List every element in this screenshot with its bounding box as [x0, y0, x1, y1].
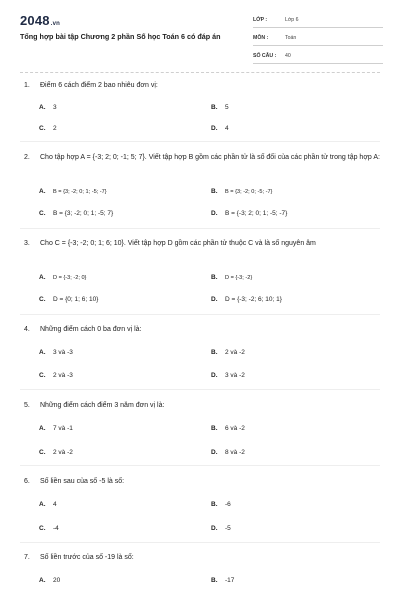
logo-suffix: .vn [50, 21, 61, 27]
option-text: 4 [225, 125, 229, 132]
answer-option[interactable] [211, 425, 245, 432]
answer-option[interactable] [211, 188, 272, 195]
answer-option[interactable] [39, 188, 107, 195]
answer-option[interactable] [211, 349, 245, 356]
option-text: 20 [53, 577, 61, 584]
answer-option[interactable] [211, 372, 245, 379]
option-letter: A. [39, 274, 46, 281]
answer-option[interactable] [39, 274, 86, 281]
option-text: -4 [53, 525, 59, 532]
answer-option[interactable] [211, 274, 252, 281]
question-separator [20, 228, 380, 229]
option-text: D = {-3; -2; 6; 10; 1} [225, 296, 282, 303]
option-text: 2 và -2 [225, 349, 245, 356]
option-letter: D. [211, 525, 218, 532]
logo-text: 2048 [20, 13, 50, 28]
question-number: 1. [24, 82, 30, 89]
meta-row-class [253, 14, 383, 28]
worksheet-header [0, 0, 400, 74]
option-letter: C. [39, 372, 46, 379]
meta-value: Toán [285, 35, 297, 41]
answer-option[interactable] [39, 349, 73, 356]
question-text: Những điểm cách điểm 3 năm đơn vị là: [40, 402, 165, 409]
answer-option[interactable] [39, 210, 113, 217]
option-text: 3 và -3 [53, 349, 73, 356]
question-number: 4. [24, 326, 30, 333]
option-text: D = {-3; -2; 0} [53, 275, 87, 281]
option-text: 3 [53, 104, 57, 111]
option-letter: D. [211, 125, 218, 132]
option-text: D = {-3; -2} [225, 275, 253, 281]
meta-panel [253, 14, 383, 68]
option-letter: B. [211, 349, 218, 356]
question-separator [20, 141, 380, 142]
answer-option[interactable] [39, 372, 73, 379]
option-letter: C. [39, 296, 46, 303]
answer-option[interactable] [39, 296, 98, 303]
option-text: 7 và -1 [53, 425, 73, 432]
option-letter: A. [39, 104, 46, 111]
option-text: D = {0; 1; 6; 10} [53, 296, 99, 303]
question-separator [20, 542, 380, 543]
answer-option[interactable] [39, 125, 57, 132]
option-letter: D. [211, 372, 218, 379]
meta-label: LỚP : [253, 17, 268, 23]
answer-option[interactable] [39, 525, 59, 532]
option-letter: A. [39, 577, 46, 584]
option-text: 8 và -2 [225, 449, 245, 456]
answer-option[interactable] [211, 525, 231, 532]
question-text: Số liền trước của số -19 là số: [40, 554, 134, 561]
option-text: B = {-3; 2; 0; 1; -5; -7} [225, 210, 288, 217]
option-text: B = {3; -2; 0; 1; -5; -7} [53, 189, 107, 195]
option-text: 2 và -2 [53, 449, 73, 456]
meta-value: 40 [285, 53, 291, 59]
option-text: 3 và -2 [225, 372, 245, 379]
option-letter: C. [39, 125, 46, 132]
option-text: 2 và -3 [53, 372, 73, 379]
meta-value: Lớp 6 [285, 17, 299, 23]
option-letter: D. [211, 296, 218, 303]
question-separator [20, 314, 380, 315]
option-letter: D. [211, 449, 218, 456]
option-letter: C. [39, 210, 46, 217]
question-number: 7. [24, 554, 30, 561]
question-number: 5. [24, 402, 30, 409]
option-text: 5 [225, 104, 229, 111]
option-text: 6 và -2 [225, 425, 245, 432]
answer-option[interactable] [39, 501, 57, 508]
answer-option[interactable] [211, 210, 287, 217]
option-letter: C. [39, 449, 46, 456]
document-title: Tổng hợp bài tập Chương 2 phần Số học Toán 6 có đáp án [20, 32, 221, 41]
option-letter: B. [211, 425, 218, 432]
question-number: 2. [24, 154, 30, 161]
question-text: Cho C = {-3; -2; 0; 1; 6; 10}. Viết tập hợp D gồm các phần tử thuộc C và là số nguyên âm [40, 240, 316, 247]
meta-row-count [253, 50, 383, 64]
question-number: 6. [24, 478, 30, 485]
option-letter: A. [39, 188, 46, 195]
answer-option[interactable] [211, 104, 229, 111]
question-separator [20, 389, 380, 390]
question-text: Những điểm cách 0 ba đơn vị là: [40, 326, 142, 333]
question-text: Cho tập hợp A = {-3; 2; 0; -1; 5; 7}. Viết tập hợp B gồm các phần tử là số đối của các phần tử trong tập hợp A: [40, 154, 380, 161]
option-text: B = {3; -2; 0; -5; -7} [225, 189, 273, 195]
option-letter: B. [211, 501, 218, 508]
option-letter: A. [39, 349, 46, 356]
option-text: -17 [225, 577, 235, 584]
meta-label: MÔN : [253, 35, 269, 41]
option-text: -6 [225, 501, 231, 508]
option-letter: B. [211, 104, 218, 111]
answer-option[interactable] [39, 449, 73, 456]
site-logo[interactable] [20, 13, 60, 28]
option-letter: A. [39, 425, 46, 432]
answer-option[interactable] [211, 125, 229, 132]
meta-label: SỐ CÂU : [253, 53, 277, 59]
option-letter: B. [211, 188, 218, 195]
option-text: B = {3; -2; 0; 1; -5; 7} [53, 210, 114, 217]
option-letter: B. [211, 274, 218, 281]
option-letter: D. [211, 210, 218, 217]
answer-option[interactable] [39, 425, 73, 432]
question-text: Số liền sau của số -5 là số: [40, 478, 125, 485]
answer-option[interactable] [211, 296, 282, 303]
header-divider [20, 72, 380, 73]
meta-row-subject [253, 32, 383, 46]
option-text: 2 [53, 125, 57, 132]
option-text: -5 [225, 525, 231, 532]
option-letter: C. [39, 525, 46, 532]
answer-option[interactable] [39, 577, 60, 584]
question-number: 3. [24, 240, 30, 247]
question-separator [20, 465, 380, 466]
option-letter: B. [211, 577, 218, 584]
answer-option[interactable] [211, 577, 234, 584]
question-text: Điểm 6 cách điểm 2 bao nhiêu đơn vị: [40, 82, 158, 89]
answer-option[interactable] [211, 501, 231, 508]
answer-option[interactable] [211, 449, 245, 456]
option-letter: A. [39, 501, 46, 508]
answer-option[interactable] [39, 104, 57, 111]
option-text: 4 [53, 501, 57, 508]
